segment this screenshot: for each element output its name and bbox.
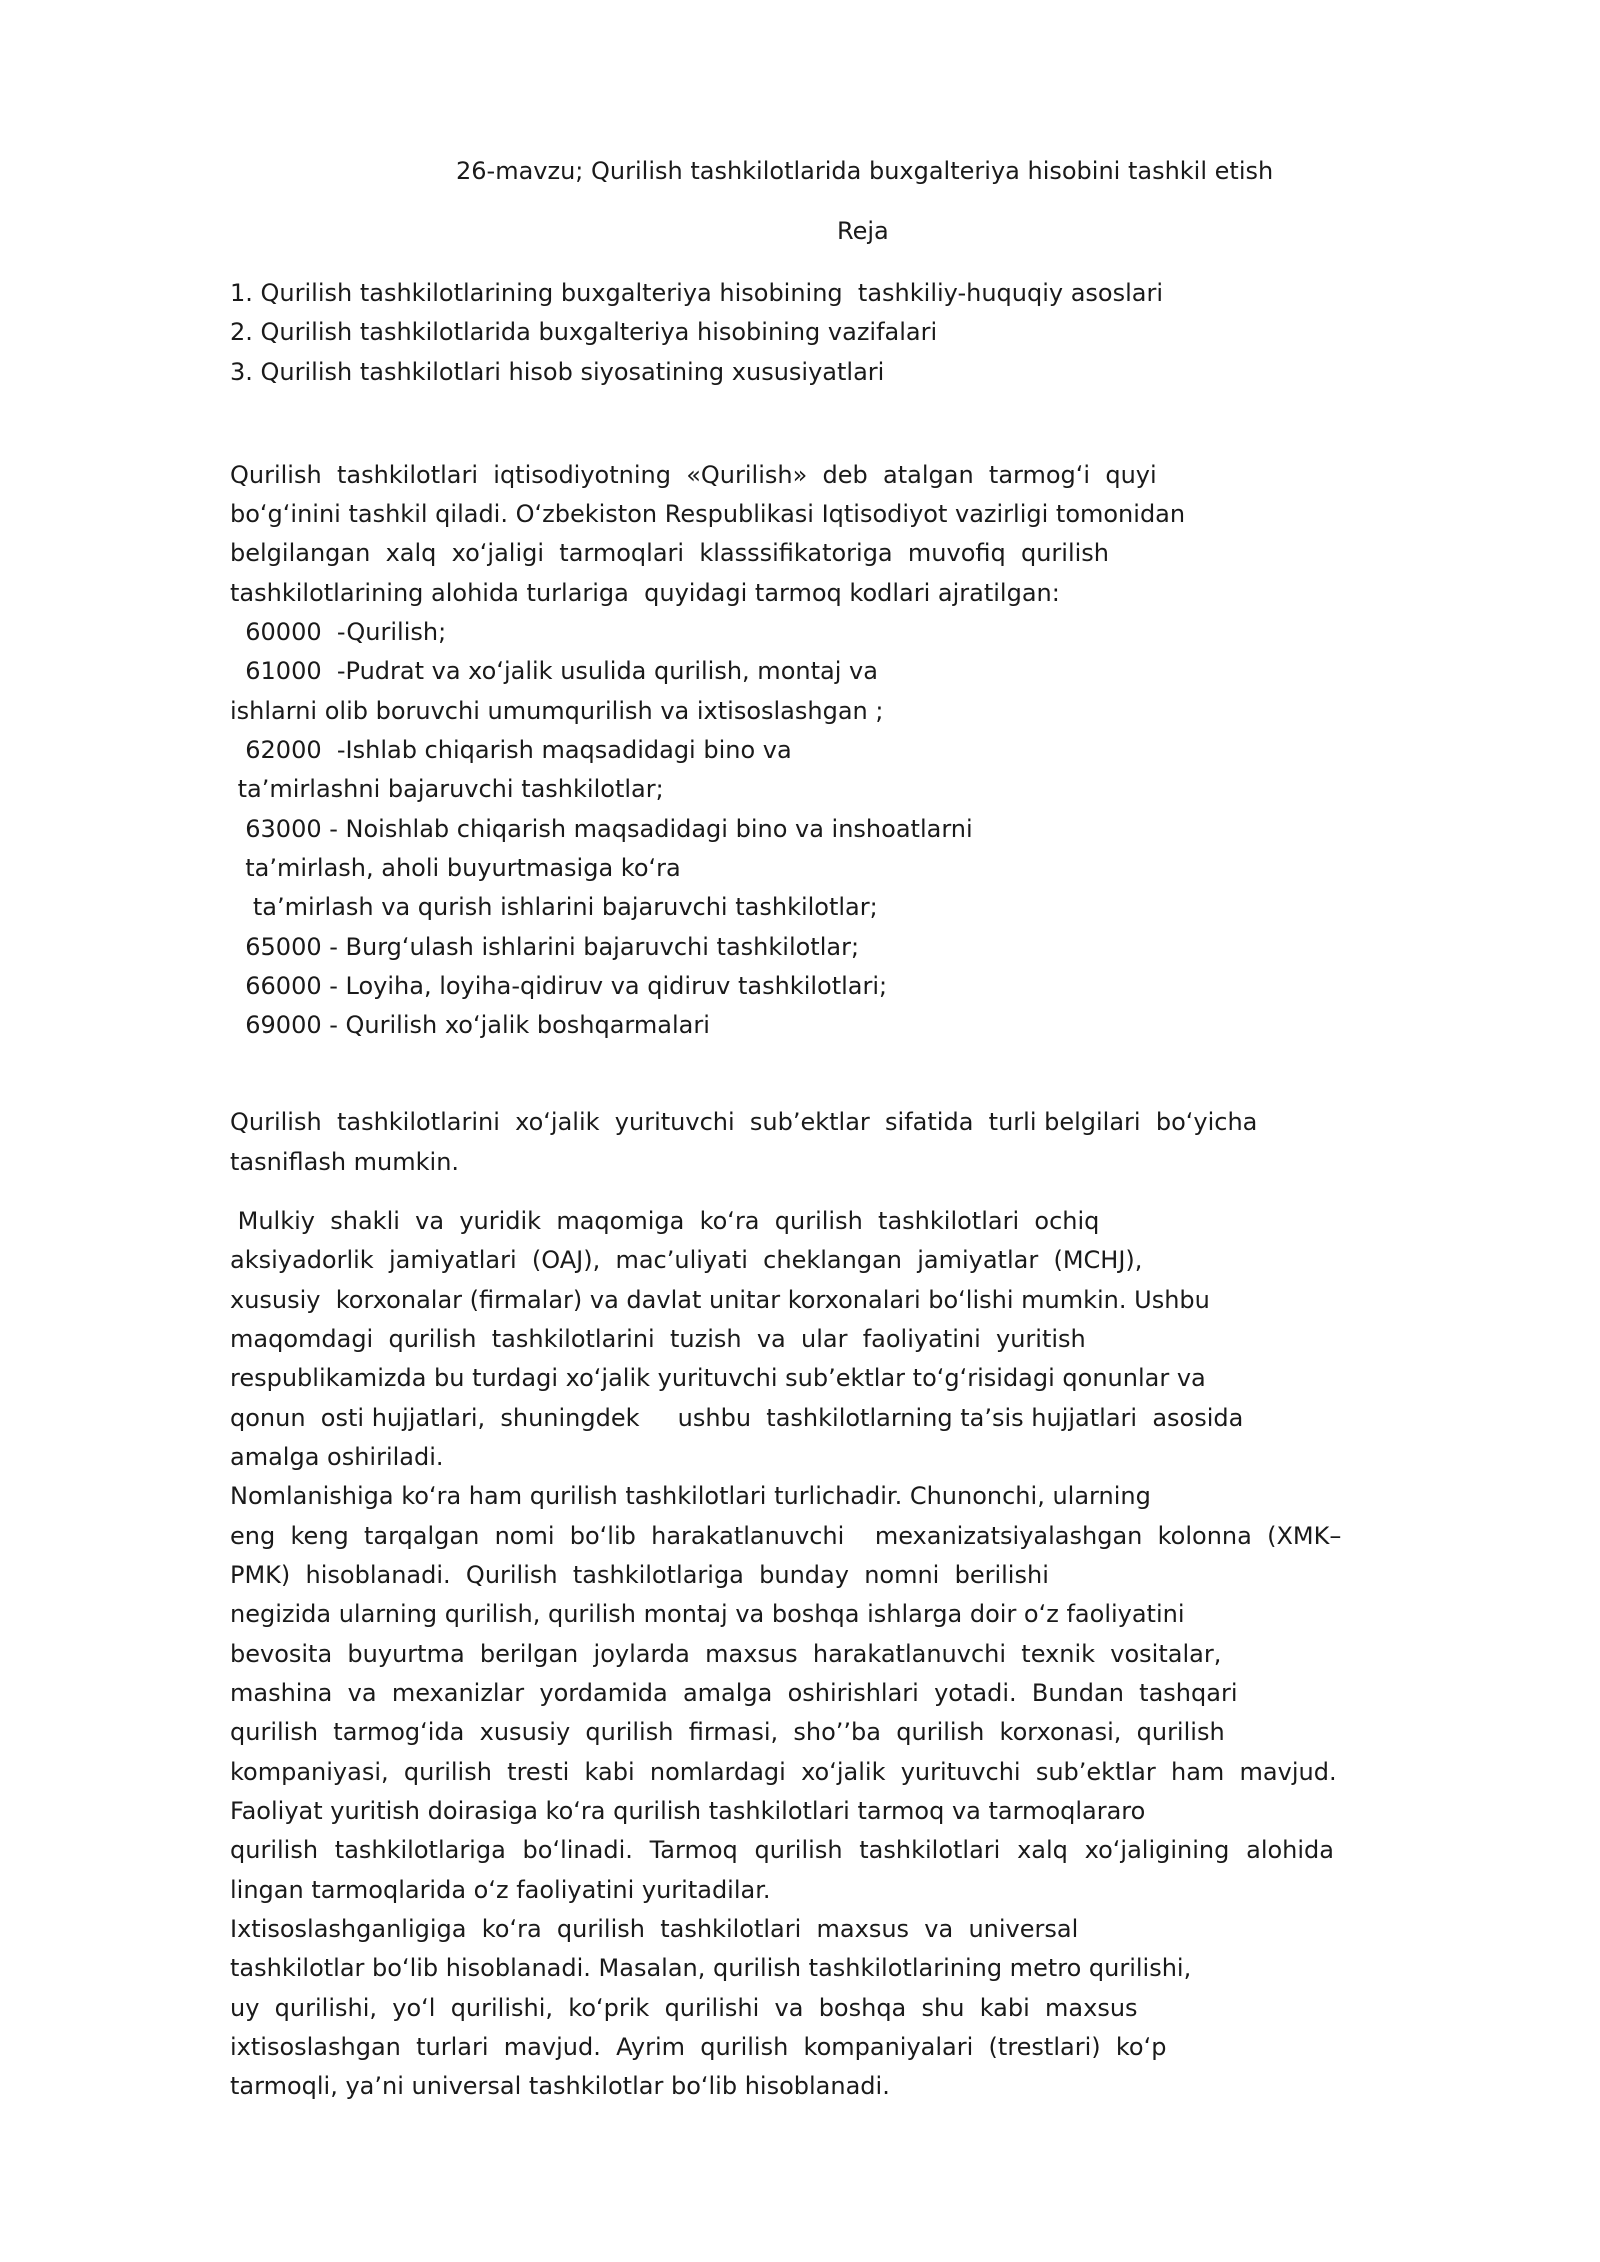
paragraph-line: bevosita buyurtma berilgan joylarda maxsus harakatlanuvchi texnik vositalar, xyxy=(230,1640,1222,1668)
paragraph-line: Nomlanishiga koʻra ham qurilish tashkilotlari turlichadir. Chunonchi, ularning xyxy=(230,1482,1151,1510)
code-line: 61000 -Pudrat va xoʻjalik usulida qurilish, montaj va xyxy=(230,657,878,685)
paragraph-line: eng keng tarqalgan nomi boʻlib harakatlanuvchi mexanizatsiyalashgan kolonna (XMK– xyxy=(230,1522,1342,1550)
code-line: 62000 -Ishlab chiqarish maqsadidagi bino va xyxy=(230,736,792,764)
paragraph-line: uy qurilishi, yoʻl qurilishi, koʻprik qurilishi va boshqa shu kabi maxsus xyxy=(230,1994,1138,2022)
paragraph-line: tarmoqli, yaʼni universal tashkilotlar boʻlib hisoblanadi. xyxy=(230,2072,890,2100)
paragraph-line: PMK) hisoblanadi. Qurilish tashkilotlariga bunday nomni berilishi xyxy=(230,1561,1049,1589)
code-line: 63000 - Noishlab chiqarish maqsadidagi bino va inshoatlarni xyxy=(230,815,973,843)
plan-item: 1. Qurilish tashkilotlarining buxgalteriya hisobining tashkiliy-huquqiy asoslari xyxy=(230,279,1164,307)
paragraph-line: qurilish tarmogʻida xususiy qurilish firmasi, shoʼʼba qurilish korxonasi, qurilish xyxy=(230,1718,1225,1746)
code-line: 66000 - Loyiha, loyiha-qidiruv va qidiruv tashkilotlari; xyxy=(230,972,888,1000)
paragraph-line: tashkilotlar boʻlib hisoblanadi. Masalan, qurilish tashkilotlarining metro qurilishi, xyxy=(230,1954,1192,1982)
plan-item: 3. Qurilish tashkilotlari hisob siyosatining xususiyatlari xyxy=(230,358,885,386)
paragraph-line: tashkilotlarining alohida turlariga quyidagi tarmoq kodlari ajratilgan: xyxy=(230,579,1060,607)
paragraph-line: Mulkiy shakli va yuridik maqomiga koʻra qurilish tashkilotlari ochiq xyxy=(230,1207,1100,1235)
paragraph-line: amalga oshiriladi. xyxy=(230,1443,444,1471)
code-line: 65000 - Burgʻulash ishlarini bajaruvchi tashkilotlar; xyxy=(230,933,860,961)
paragraph-line: maqomdagi qurilish tashkilotlarini tuzish va ular faoliyatini yuritish xyxy=(230,1325,1086,1353)
code-line: 60000 -Qurilish; xyxy=(230,618,447,646)
code-line: taʼmirlash va qurish ishlarini bajaruvchi tashkilotlar; xyxy=(230,893,878,921)
paragraph-line: ixtisoslashgan turlari mavjud. Ayrim qurilish kompaniyalari (trestlari) koʻp xyxy=(230,2033,1167,2061)
paragraph-line: Qurilish tashkilotlarini xoʻjalik yurituvchi subʼektlar sifatida turli belgilari boʻyicha xyxy=(230,1108,1258,1136)
paragraph-line: Ixtisoslashganligiga koʻra qurilish tashkilotlari maxsus va universal xyxy=(230,1915,1079,1943)
paragraph-line: Qurilish tashkilotlari iqtisodiyotning «Qurilish» deb atalgan tarmogʻi quyi xyxy=(230,461,1157,489)
paragraph-line: lingan tarmoqlarida oʻz faoliyatini yuritadilar. xyxy=(230,1876,771,1904)
paragraph-line: qonun osti hujjatlari, shuningdek ushbu tashkilotlarning taʼsis hujjatlari asosida xyxy=(230,1404,1244,1432)
paragraph-line: boʻgʻinini tashkil qiladi. Oʻzbekiston Respublikasi Iqtisodiyot vazirligi tomonidan xyxy=(230,500,1186,528)
document-title: 26-mavzu; Qurilish tashkilotlarida buxgalteriya hisobini tashkil etish xyxy=(456,157,1274,185)
paragraph-line: xususiy korxonalar (firmalar) va davlat unitar korxonalari boʻlishi mumkin. Ushbu xyxy=(230,1286,1210,1314)
code-line: taʼmirlashni bajaruvchi tashkilotlar; xyxy=(230,775,664,803)
paragraph-line: Faoliyat yuritish doirasiga koʻra qurilish tashkilotlari tarmoq va tarmoqlararo xyxy=(230,1797,1146,1825)
paragraph-line: kompaniyasi, qurilish tresti kabi nomlardagi xoʻjalik yurituvchi subʼektlar ham mavjud. xyxy=(230,1758,1337,1786)
paragraph-line: mashina va mexanizlar yordamida amalga oshirishlari yotadi. Bundan tashqari xyxy=(230,1679,1238,1707)
plan-heading: Reja xyxy=(837,217,889,245)
paragraph-line: negizida ularning qurilish, qurilish montaj va boshqa ishlarga doir oʻz faoliyatini xyxy=(230,1600,1185,1628)
paragraph-line: qurilish tashkilotlariga boʻlinadi. Tarmoq qurilish tashkilotlari xalq xoʻjaligining alohida xyxy=(230,1836,1334,1864)
plan-item: 2. Qurilish tashkilotlarida buxgalteriya hisobining vazifalari xyxy=(230,318,938,346)
paragraph-line: tasniflash mumkin. xyxy=(230,1148,460,1176)
paragraph-line: belgilangan xalq xoʻjaligi tarmoqlari klasssifikatoriga muvofiq qurilish xyxy=(230,539,1110,567)
paragraph-line: respublikamizda bu turdagi xoʻjalik yurituvchi subʼektlar toʻgʻrisidagi qonunlar va xyxy=(230,1364,1206,1392)
code-line: taʼmirlash, aholi buyurtmasiga koʻra xyxy=(230,854,681,882)
code-line: 69000 - Qurilish xoʻjalik boshqarmalari xyxy=(230,1011,710,1039)
code-line: ishlarni olib boruvchi umumqurilish va ixtisoslashgan ; xyxy=(230,697,884,725)
paragraph-line: aksiyadorlik jamiyatlari (OAJ), macʼuliyati cheklangan jamiyatlar (MCHJ), xyxy=(230,1246,1143,1274)
